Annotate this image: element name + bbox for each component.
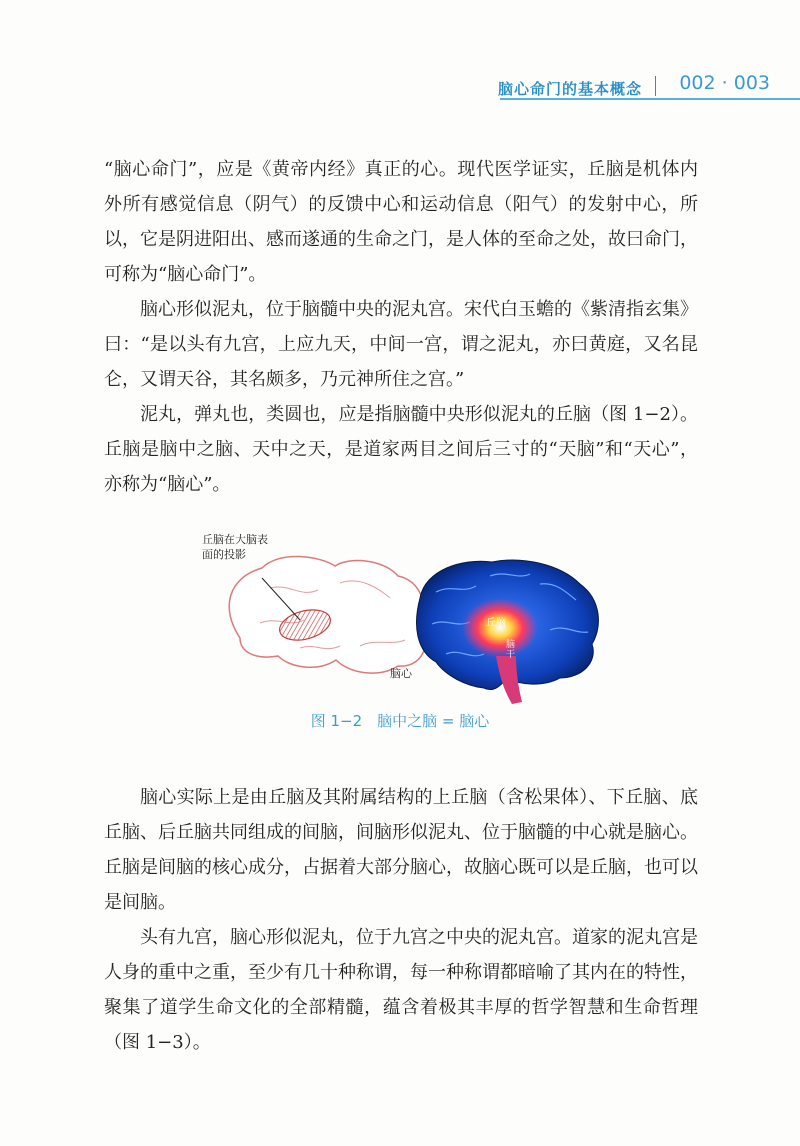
paragraph-3: 泥丸，弹丸也，类圆也，应是指脑髓中央形似泥丸的丘脑（图 1−2）。丘脑是脑中之脑、天中之天，是道家两目之间后三寸的“天脑”和“天心”，亦称为“脑心”。 bbox=[104, 404, 698, 495]
projection-label: 丘脑在大脑表面的投影 bbox=[202, 533, 268, 561]
header-rule bbox=[500, 98, 800, 100]
paragraph-5: 头有九宫，脑心形似泥丸，位于九宫之中央的泥丸宫。道家的泥丸宫是人身的重中之重，至少有几十种称谓，每一种称谓都暗喻了其内在的特性，聚集了道学生命文化的全部精髓，蕴含着极其丰厚的哲学智慧和生命哲理（图 1−3）。 bbox=[104, 927, 698, 1053]
paragraph-2: 脑心形似泥丸，位于脑髓中央的泥丸宫。宋代白玉蟾的《紫清指玄集》曰：“是以头有九宫，上应九天，中间一宫，谓之泥丸，亦曰黄庭，又名昆仑，又谓天谷，其名颇多，乃元神所住之宫。” bbox=[104, 299, 698, 390]
page-numbers: 002 · 003 bbox=[679, 72, 770, 94]
brain-figure bbox=[200, 528, 610, 738]
figure-caption: 图 1−2 脑中之脑 = 脑心 bbox=[310, 712, 490, 730]
running-header bbox=[0, 68, 800, 104]
header-divider bbox=[655, 76, 656, 96]
brainstem-label: 脑干 bbox=[506, 640, 516, 660]
brain-center-label: 脑心 bbox=[390, 667, 412, 680]
thalamus-label: 丘脑 bbox=[486, 618, 506, 629]
paragraph-4: 脑心实际上是由丘脑及其附属结构的上丘脑（含松果体）、下丘脑、底丘脑、后丘脑共同组成的间脑，间脑形似泥丸、位于脑髓的中心就是脑心。丘脑是间脑的核心成分，占据着大部分脑心，故脑心既可以是丘脑，也可以是间脑。 bbox=[104, 787, 698, 913]
header-title: 脑心命门的基本概念 bbox=[497, 80, 642, 98]
paragraph-1: “脑心命门”，应是《黄帝内经》真正的心。现代医学证实，丘脑是机体内外所有感觉信息（阴气）的反馈中心和运动信息（阳气）的发射中心，所以，它是阴进阳出、感而遂通的生命之门，是人体的至命之处，故曰命门，可称为“脑心命门”。 bbox=[104, 159, 698, 285]
